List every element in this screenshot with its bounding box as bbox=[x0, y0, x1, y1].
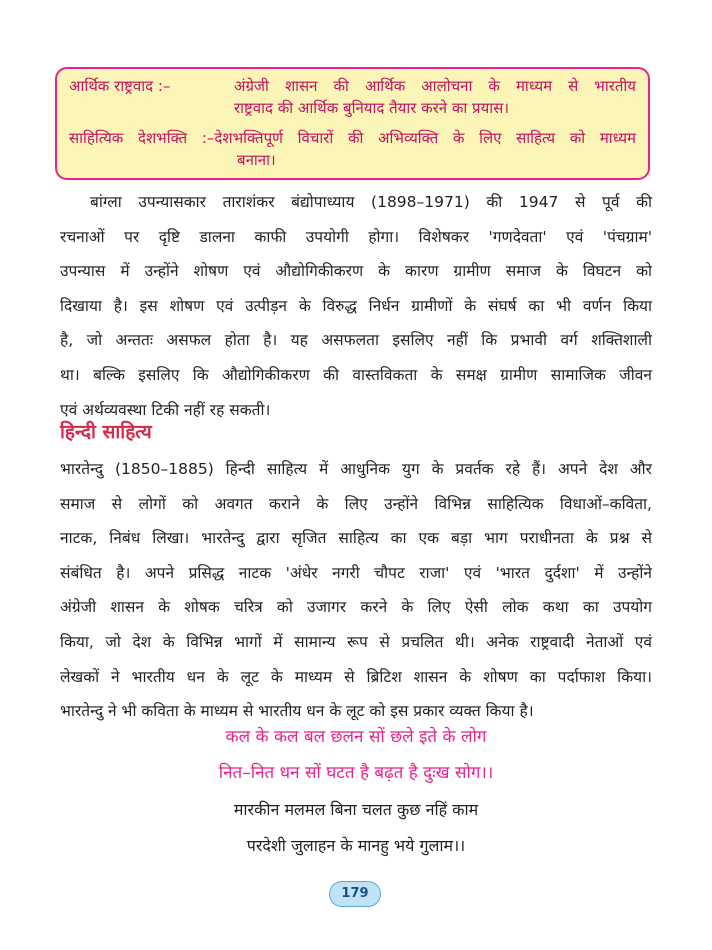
paragraph-line: बांग्ला उपन्यासकार ताराशंकर बंद्योपाध्याय (1898–1971) की 1947 से पूर्व की bbox=[90, 193, 652, 211]
section-heading-hindi-literature: हिन्दी साहित्य bbox=[60, 421, 152, 443]
paragraph-line: रचनाओं पर दृष्टि डालना काफी उपयोगी होगा। विशेषकर 'गणदेवता' एवं 'पंचग्राम' bbox=[60, 227, 652, 246]
verse-line: कल के कल बल छलन सों छले इते के लोग bbox=[225, 727, 487, 747]
verse-line: नित–नित धन सों घटत है बढ़त है दुःख सोग।। bbox=[218, 763, 494, 783]
paragraph-line: था। बल्कि इसलिए कि औद्योगिकीकरण की वास्तविकता के समक्ष ग्रामीण सामाजिक जीवन bbox=[60, 365, 652, 384]
definition-economic-nationalism bbox=[69, 75, 636, 119]
paragraph-line: एवं अर्थव्यवस्था टिकी नहीं रह सकती। bbox=[60, 400, 271, 419]
paragraph-line: अंग्रेजी शासन के शोषक चरित्र को उजागर करने के लिए ऐसी लोक कथा का उपयोग bbox=[60, 598, 652, 617]
paragraph-line: समाज से लोगों को अवगत कराने के लिए उन्होंने विभिन्न साहित्यिक विधाओं–कविता, bbox=[60, 494, 652, 513]
verse-line: मारकीन मलमल बिना चलत कुछ नहिं काम bbox=[233, 800, 479, 819]
paragraph-bharatendu bbox=[60, 452, 652, 729]
definition-term: साहित्यिक देशभक्ति :– bbox=[69, 129, 215, 147]
paragraph-line: है, जो अन्ततः असफल होता है। यह असफलता इसलिए नहीं कि प्रभावी वर्ग शक्तिशाली bbox=[60, 331, 652, 350]
definition-text: अंग्रेजी शासन की आर्थिक आलोचना के माध्यम से भारतीय राष्ट्रवाद की आर्थिक बुनियाद तैयार करने का प्रयास। bbox=[234, 77, 636, 117]
page-number-badge: 179 bbox=[329, 881, 381, 907]
definition-text: साहित्यिक देशभक्ति :–देशभक्तिपूर्ण विचारों की अभिव्यक्ति के लिए साहित्य को माध्यम बनाना। bbox=[69, 129, 636, 169]
paragraph-line: संबंधित है। अपने प्रसिद्ध नाटक 'अंधेर नगरी चौपट राजा' एवं 'भारत दुर्दशा' में उन्होंने bbox=[60, 563, 652, 582]
paragraph-tarashankar bbox=[60, 185, 652, 427]
verse-line: परदेशी जुलाहन के मानहु भये गुलाम।। bbox=[246, 836, 466, 855]
definition-box bbox=[55, 67, 650, 180]
paragraph-line: नाटक, निबंध लिखा। भारतेन्दु द्वारा सृजित साहित्य का एक बड़ा भाग पराधीनता के प्रश्न से bbox=[60, 529, 652, 548]
paragraph-line: भारतेन्दु (1850–1885) हिन्दी साहित्य में आधुनिक युग के प्रवर्तक रहे हैं। अपने देश और bbox=[60, 460, 652, 478]
definition-literary-patriotism bbox=[69, 127, 636, 171]
paragraph-line: किया, जो देश के विभिन्न भागों में सामान्य रूप से प्रचलित थी। अनेक राष्ट्रवादी नेताओं एवं bbox=[60, 632, 652, 651]
paragraph-line: दिखाया है। इस शोषण एवं उत्पीड़न के विरुद्ध निर्धन ग्रामीणों के संघर्ष का भी वर्णन किया bbox=[60, 296, 652, 315]
paragraph-line: लेखकों ने भारतीय धन के लूट के माध्यम से ब्रिटिश शासन के शोषण का पर्दाफाश किया। bbox=[60, 667, 652, 686]
paragraph-line: भारतेन्दु ने भी कविता के माध्यम से भारतीय धन के लूट को इस प्रकार व्यक्त किया है। bbox=[60, 702, 534, 721]
paragraph-line: उपन्यास में उन्होंने शोषण एवं औद्योगिकीकरण के कारण ग्रामीण समाज के विघटन को bbox=[60, 262, 652, 281]
definition-term: आर्थिक राष्ट्रवाद :– bbox=[69, 77, 171, 95]
